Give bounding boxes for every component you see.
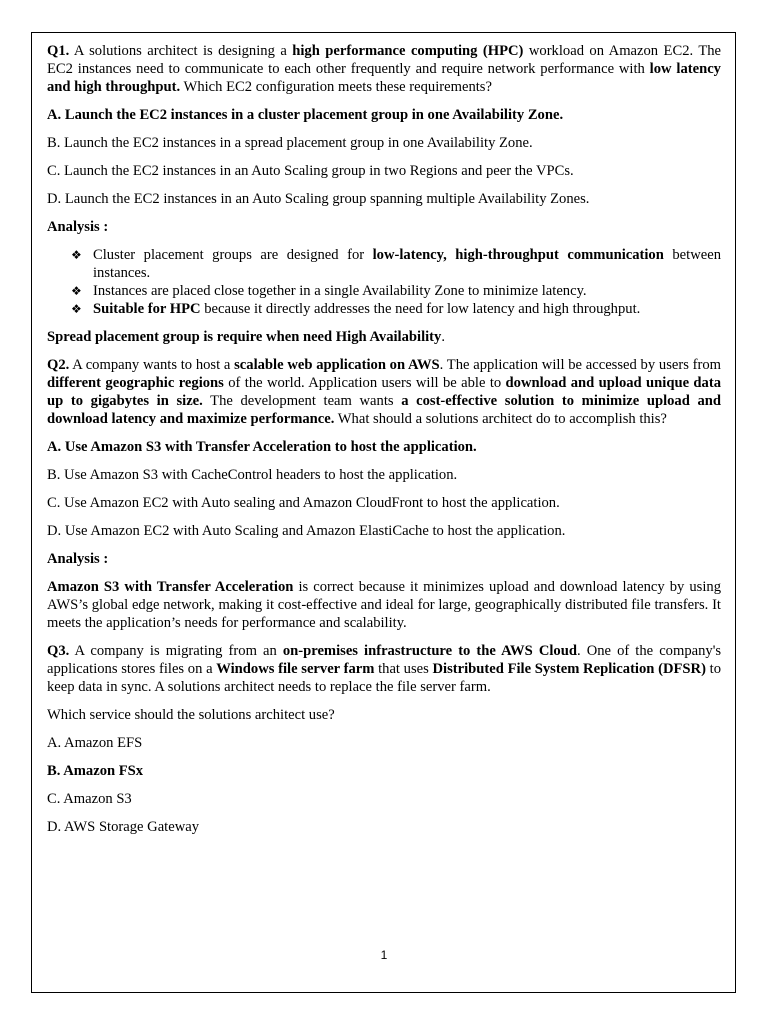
q3-option-a: A. Amazon EFS (47, 735, 143, 751)
q3-text: A company is migrating from an (69, 643, 283, 659)
bullet-text: between instances. (93, 247, 721, 281)
q1-analysis-label: Analysis : (47, 219, 109, 235)
q2-text: A company wants to host a (69, 357, 235, 373)
q2-bold: different geographic regions (47, 375, 224, 391)
bullet-bold: Suitable for HPC (93, 301, 201, 317)
q2-analysis (47, 578, 721, 632)
q2-option-d: D. Use Amazon EC2 with Auto Scaling and Amazon ElastiCache to host the application. (47, 523, 566, 539)
list-item (71, 282, 721, 300)
bullet-text: because it directly addresses the need for low latency and high throughput. (200, 301, 641, 317)
list-item (71, 300, 721, 318)
q1-option-c: C. Launch the EC2 instances in an Auto Scaling group in two Regions and peer the VPCs. (47, 163, 574, 179)
diamond-bullet-icon: ❖ (71, 302, 82, 316)
q2-bold: download and upload unique data up to gigabytes in size. (47, 375, 721, 409)
q1-text: A solutions architect is designing a (69, 43, 293, 59)
diamond-bullet-icon: ❖ (71, 248, 82, 262)
q2-option-c: C. Use Amazon EC2 with Auto sealing and Amazon CloudFront to host the application. (47, 495, 560, 511)
q3-question (47, 642, 721, 696)
q1-analysis-list (47, 246, 721, 318)
q1-note (47, 328, 721, 346)
q3-number: Q3. (47, 643, 70, 659)
bullet-text: Cluster placement groups are designed for (93, 247, 373, 263)
q3-bold: Windows file server farm (216, 661, 375, 677)
q3-option-b-correct: B. Amazon FSx (47, 763, 144, 779)
q2-bold: a cost-effective solution to minimize upload and download latency and maximize performance. (47, 393, 721, 427)
bullet-bold: low-latency, high-throughput communication (372, 247, 664, 263)
q3-text: to keep data in sync. A solutions architect needs to replace the file server farm. (47, 661, 721, 695)
q2-question (47, 356, 721, 428)
q2-analysis-text: is correct because it minimizes upload and download latency by using AWS’s global edge network, making it cost-effective and ideal for large, geographically distributed file transfers. It meets the application’s needs for performance and scalability. (47, 579, 721, 631)
q1-option-d: D. Launch the EC2 instances in an Auto Scaling group spanning multiple Availability Zones. (47, 191, 590, 207)
q1-note-bold: Spread placement group is require when need High Availability (47, 329, 442, 345)
q1-option-b: B. Launch the EC2 instances in a spread placement group in one Availability Zone. (47, 135, 533, 151)
q1-text: Which EC2 configuration meets these requirements? (180, 79, 492, 95)
q1-option-a-correct: A. Launch the EC2 instances in a cluster placement group in one Availability Zone. (47, 107, 564, 123)
q2-option-a-correct: A. Use Amazon S3 with Transfer Acceleration to host the application. (47, 439, 477, 455)
document-body (47, 42, 721, 846)
q2-analysis-bold: Amazon S3 with Transfer Acceleration (47, 579, 294, 595)
q2-text: of the world. Application users will be able to (223, 375, 506, 391)
q1-number: Q1. (47, 43, 70, 59)
q2-bold: scalable web application on AWS (234, 357, 440, 373)
q2-text: What should a solutions architect do to accomplish this? (334, 411, 667, 427)
q3-text: . One of the company's applications stores files on a (47, 643, 721, 677)
q3-option-c: C. Amazon S3 (47, 791, 132, 807)
q3-prompt: Which service should the solutions architect use? (47, 707, 335, 723)
q2-analysis-label: Analysis : (47, 551, 109, 567)
q3-bold: on-premises infrastructure to the AWS Cloud (282, 643, 577, 659)
q1-bold: high performance computing (HPC) (292, 43, 524, 59)
page-number: 1 (380, 948, 388, 962)
q1-text: workload on Amazon EC2. The EC2 instances need to communicate to each other frequently and require network performance with (47, 43, 722, 77)
q2-text: . The application will be accessed by users from (439, 357, 721, 373)
q2-option-b: B. Use Amazon S3 with CacheControl headers to host the application. (47, 467, 458, 483)
q3-bold: Distributed File System Replication (DFSR) (432, 661, 706, 677)
q3-text: that uses (374, 661, 433, 677)
diamond-bullet-icon: ❖ (71, 284, 82, 298)
q1-question (47, 42, 721, 96)
q3-option-d: D. AWS Storage Gateway (47, 819, 200, 835)
q1-bold: low latency and high throughput. (47, 61, 721, 95)
list-item (71, 246, 721, 282)
q2-text: The development team wants (202, 393, 402, 409)
q2-number: Q2. (47, 357, 70, 373)
bullet-text: Instances are placed close together in a single Availability Zone to minimize latency. (93, 283, 587, 299)
q1-note-end: . (441, 329, 445, 345)
